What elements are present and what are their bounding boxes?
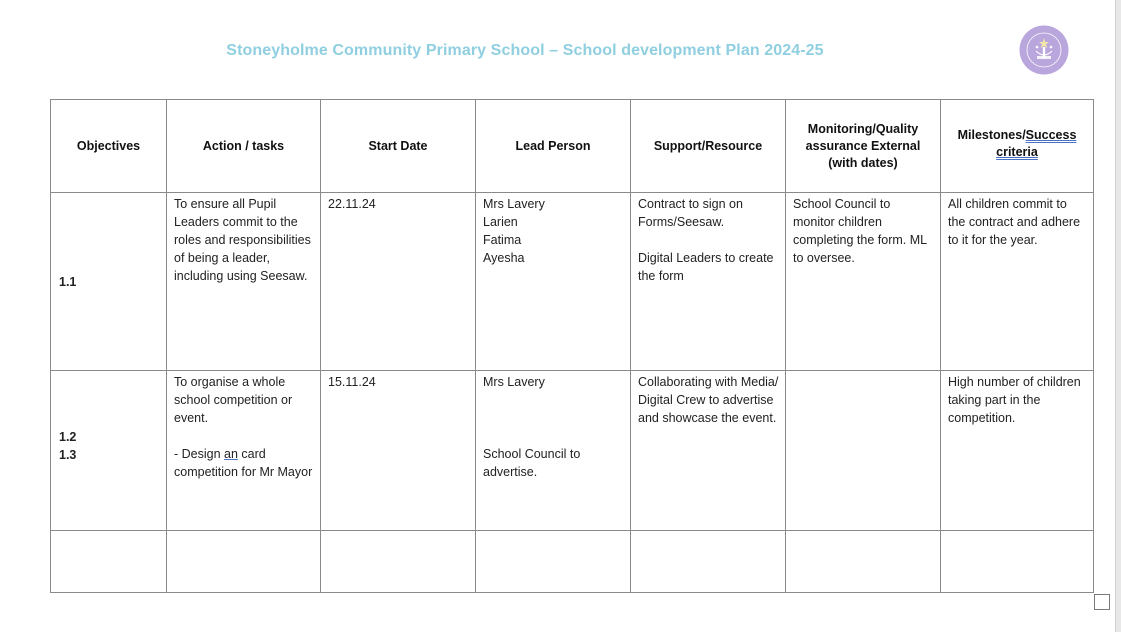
header-support: Support/Resource bbox=[631, 100, 786, 193]
monitoring-text bbox=[786, 371, 940, 373]
paragraph-gap bbox=[638, 231, 779, 249]
milestones-text: All children commit to the contract and adhere to it for the year. bbox=[948, 197, 1081, 247]
support-text bbox=[631, 193, 785, 285]
action-cell bbox=[167, 371, 321, 531]
objective-number: 1.1 bbox=[59, 274, 77, 289]
lead-line: Ayesha bbox=[483, 251, 525, 265]
lead-text bbox=[476, 371, 630, 481]
objective-number: 1.2 bbox=[59, 429, 77, 444]
support-paragraph: Contract to sign on Forms/Seesaw. bbox=[638, 197, 743, 229]
paragraph-gap bbox=[483, 427, 624, 445]
header-milestones-prefix: Milestones/ bbox=[957, 127, 1026, 142]
header-monitoring bbox=[786, 100, 941, 193]
milestones-cell bbox=[941, 193, 1094, 371]
action-cell bbox=[167, 531, 321, 593]
header-objectives: Objectives bbox=[51, 100, 167, 193]
lead-line: School Council to advertise. bbox=[483, 447, 581, 479]
action-text bbox=[167, 371, 320, 481]
paragraph-gap bbox=[174, 427, 314, 445]
table-resize-handle[interactable] bbox=[1094, 594, 1110, 610]
start-date-cell bbox=[321, 193, 476, 371]
header-actions: Action / tasks bbox=[167, 100, 321, 193]
header-milestones bbox=[941, 100, 1094, 193]
table-row bbox=[51, 371, 1094, 531]
header-row bbox=[51, 100, 1094, 193]
lead-text bbox=[476, 193, 630, 267]
table-row bbox=[51, 531, 1094, 593]
action-cell bbox=[167, 193, 321, 371]
support-paragraph: Digital Leaders to create the form bbox=[638, 251, 774, 283]
objective-cell bbox=[51, 371, 167, 531]
school-crest-icon bbox=[1019, 25, 1069, 75]
header-milestones-suffix: Success criteria bbox=[996, 127, 1077, 159]
start-date-text: 22.11.24 bbox=[328, 197, 376, 211]
support-cell bbox=[631, 371, 786, 531]
action-list-item bbox=[174, 445, 314, 481]
support-cell bbox=[631, 531, 786, 593]
lead-line: Mrs Lavery bbox=[483, 375, 545, 389]
start-date-text: 15.11.24 bbox=[328, 375, 376, 389]
objective-cell bbox=[51, 193, 167, 371]
milestones-cell bbox=[941, 531, 1094, 593]
action-list-suffix: card competition for Mr Mayor bbox=[174, 447, 313, 479]
paragraph-gap bbox=[483, 409, 624, 427]
development-plan-table bbox=[50, 99, 1094, 593]
monitoring-cell bbox=[786, 531, 941, 593]
support-cell bbox=[631, 193, 786, 371]
action-list-prefix: - Design bbox=[174, 447, 225, 461]
header-milestones-text bbox=[941, 127, 1093, 161]
lead-cell bbox=[476, 371, 631, 531]
lead-line: Fatima bbox=[483, 233, 522, 247]
start-date-cell bbox=[321, 371, 476, 531]
milestones-text: High number of children taking part in the competition. bbox=[948, 375, 1081, 425]
action-paragraph: To organise a whole school competition or event. bbox=[174, 375, 293, 425]
lead-cell bbox=[476, 193, 631, 371]
start-date-cell bbox=[321, 531, 476, 593]
page-edge bbox=[1116, 0, 1121, 632]
monitoring-text: School Council to monitor children completing the form. ML to oversee. bbox=[793, 197, 927, 265]
monitoring-cell bbox=[786, 371, 941, 531]
monitoring-cell bbox=[786, 193, 941, 371]
lead-line: Larien bbox=[483, 215, 518, 229]
objective-cell bbox=[51, 531, 167, 593]
header-monitoring-text: Monitoring/Quality assurance External (with dates) bbox=[805, 121, 921, 170]
milestones-cell bbox=[941, 371, 1094, 531]
support-text: Collaborating with Media/ Digital Crew to advertise and showcase the event. bbox=[638, 375, 779, 425]
grammar-flagged-word: an bbox=[224, 447, 238, 461]
page-title: Stoneyholme Community Primary School – School development Plan 2024-25 bbox=[226, 42, 824, 59]
header-lead-person: Lead Person bbox=[476, 100, 631, 193]
table-row bbox=[51, 193, 1094, 371]
objective-number: 1.3 bbox=[59, 447, 77, 462]
lead-line: Mrs Lavery bbox=[483, 197, 545, 211]
objective-numbers bbox=[59, 428, 166, 464]
action-text: To ensure all Pupil Leaders commit to the roles and responsibilities of being a leader, including using Seesaw. bbox=[174, 197, 311, 283]
lead-cell bbox=[476, 531, 631, 593]
header-start-date: Start Date bbox=[321, 100, 476, 193]
paragraph-gap bbox=[483, 391, 624, 409]
